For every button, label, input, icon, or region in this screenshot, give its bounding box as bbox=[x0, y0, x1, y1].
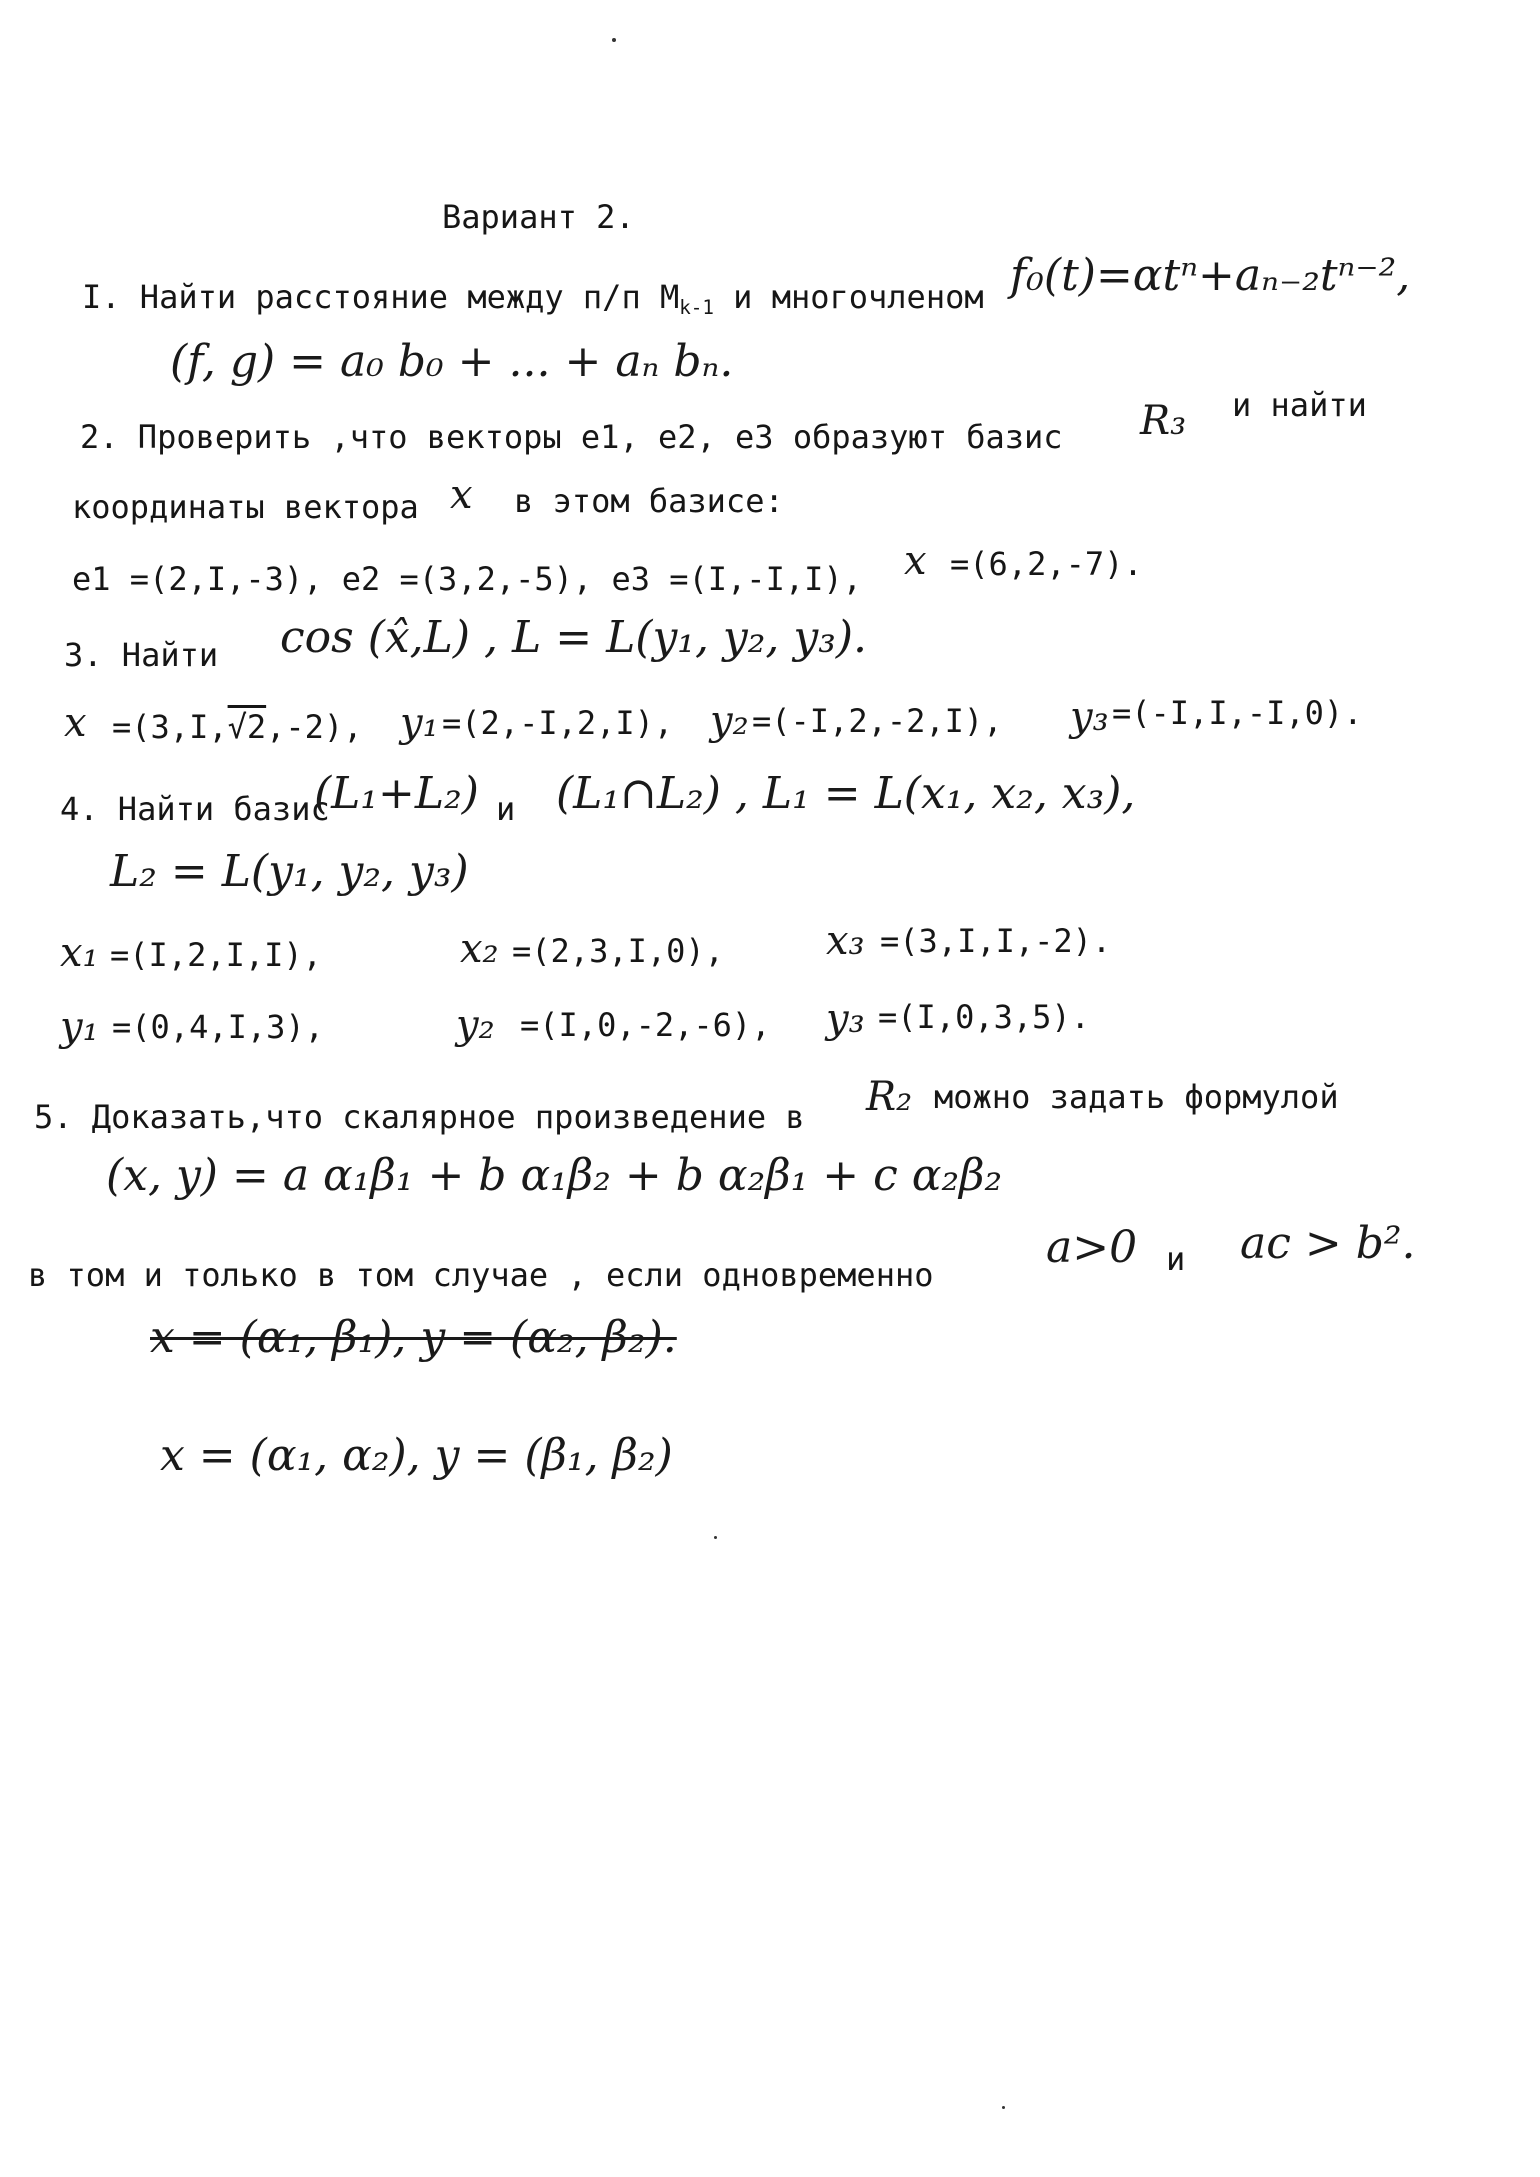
problem-3-y1-value: =(2,-I,2,I), bbox=[442, 704, 674, 742]
problem-4-x1-label: x₁ bbox=[60, 930, 99, 976]
problem-4-y1-value: =(0,4,I,3), bbox=[112, 1008, 324, 1046]
problem-4-y2-label: y₂ bbox=[456, 1002, 495, 1048]
problem-3-y3-value: =(-I,I,-I,0). bbox=[1112, 694, 1363, 732]
problem-4-x2-label: x₂ bbox=[460, 926, 499, 972]
problem-1-tail: и многочленом bbox=[713, 278, 984, 316]
problem-5-struck-note: x = (α₁, β₁), y = (α₂, β₂). bbox=[150, 1312, 677, 1363]
page-title: Вариант 2. bbox=[442, 198, 635, 236]
problem-5-line-1: 5. Доказать,что скалярное произведение в bbox=[34, 1098, 805, 1136]
problem-2-x-label-2: x bbox=[904, 538, 927, 584]
problem-5-space: R₂ bbox=[866, 1074, 913, 1120]
problem-4-x2-value: =(2,3,I,0), bbox=[512, 932, 724, 970]
problem-3-y2-label: y₂ bbox=[710, 698, 749, 744]
problem-3-y1-label: y₁ bbox=[400, 700, 439, 746]
problem-4-and: и bbox=[496, 790, 516, 828]
problem-3-sqrt: √2 bbox=[227, 708, 267, 746]
problem-4-intersection: (L₁∩L₂) , L₁ = L(x₁, x₂, x₃), bbox=[556, 768, 1136, 819]
problem-4-y3-value: =(I,0,3,5). bbox=[878, 998, 1090, 1036]
problem-3-x-value-head: =(3,I, bbox=[112, 708, 228, 746]
problem-5-and: и bbox=[1166, 1240, 1186, 1278]
problem-4-lead: 4. Найти базис bbox=[60, 790, 330, 828]
problem-5-note: x = (α₁, α₂), y = (β₁, β₂) bbox=[160, 1430, 673, 1481]
problem-4-x3-label: x₃ bbox=[826, 918, 865, 964]
problem-1-scalar-product: (f, g) = a₀ b₀ + ... + aₙ bₙ. bbox=[170, 336, 734, 387]
problem-4-y3-label: y₃ bbox=[826, 996, 865, 1042]
problem-4-x3-value: =(3,I,I,-2). bbox=[880, 922, 1112, 960]
scan-speck bbox=[714, 1536, 717, 1539]
problem-4-y2-value: =(I,0,-2,-6), bbox=[520, 1006, 771, 1044]
problem-3-y3-label: y₃ bbox=[1070, 694, 1109, 740]
problem-4-x1-value: =(I,2,I,I), bbox=[110, 936, 322, 974]
problem-4-y1-label: y₁ bbox=[60, 1004, 99, 1050]
problem-5-condition-ac: ac > b². bbox=[1240, 1218, 1416, 1269]
problem-1-lead: I. Найти расстояние между п/п M bbox=[82, 278, 680, 316]
scan-speck bbox=[612, 38, 616, 42]
problem-2-vectors: e1 =(2,I,-3), e2 =(3,2,-5), e3 =(I,-I,I), bbox=[72, 560, 862, 598]
problem-4-sum: (L₁+L₂) bbox=[314, 768, 479, 819]
problem-2-x-label: x bbox=[450, 472, 473, 518]
problem-2-x-value: =(6,2,-7). bbox=[950, 545, 1143, 583]
problem-3-y2-value: =(-I,2,-2,I), bbox=[752, 702, 1003, 740]
problem-1-text bbox=[82, 278, 984, 319]
problem-5-formula: (x, y) = a α₁β₁ + b α₁β₂ + b α₂β₁ + c α₂β₂ bbox=[106, 1150, 1003, 1201]
problem-3-lead: 3. Найти bbox=[64, 636, 219, 674]
scan-speck bbox=[1002, 2106, 1005, 2109]
problem-3-expression: cos (x̂,L) , L = L(y₁, y₂, y₃). bbox=[280, 612, 868, 663]
problem-2-space: R₃ bbox=[1140, 398, 1187, 444]
problem-2-line-2: координаты вектора bbox=[72, 488, 419, 526]
problem-5-line-2: в том и только в том случае , если одновременно bbox=[28, 1256, 934, 1294]
problem-2-find: и найти bbox=[1232, 386, 1367, 424]
problem-3-x-label: x bbox=[64, 700, 87, 746]
problem-5-formula-text: можно задать формулой bbox=[934, 1078, 1339, 1116]
problem-1-subscript: k-1 bbox=[679, 295, 714, 319]
problem-4-l2: L₂ = L(y₁, y₂, y₃) bbox=[110, 846, 469, 897]
problem-2-line-1: 2. Проверить ,что векторы e1, e2, e3 образуют базис bbox=[80, 418, 1063, 456]
problem-3-x-value-tail: ,-2), bbox=[266, 708, 363, 746]
problem-3-x-value bbox=[112, 708, 362, 746]
problem-5-condition-a: a>0 bbox=[1046, 1222, 1138, 1273]
problem-2-in-basis: в этом базисе: bbox=[514, 482, 784, 520]
problem-1-polynomial: f₀(t)=αtⁿ+aₙ₋₂tⁿ⁻², bbox=[1010, 250, 1411, 301]
